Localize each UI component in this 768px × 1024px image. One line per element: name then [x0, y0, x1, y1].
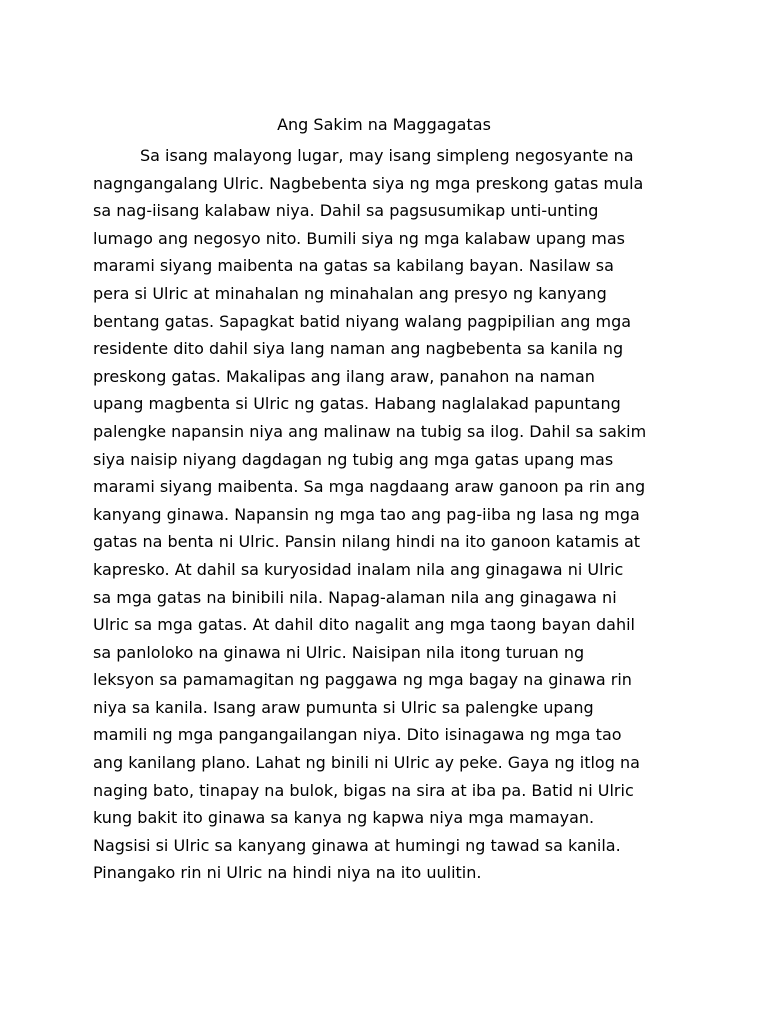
- text-line: residente dito dahil siya lang naman ang nagbebenta sa kanila ng: [93, 339, 624, 359]
- text-line: marami siyang maibenta. Sa mga nagdaang araw ganoon pa rin ang: [93, 477, 646, 497]
- text-line: Sa isang malayong lugar, may isang simpleng negosyante na: [140, 146, 634, 165]
- text-line: preskong gatas. Makalipas ang ilang araw, panahon na naman: [93, 366, 595, 386]
- text-line: kanyang ginawa. Napansin ng mga tao ang pag-iiba ng lasa ng mga: [93, 504, 640, 524]
- document-title: Ang Sakim na Maggagatas: [277, 115, 491, 134]
- text-line: Ulric sa mga gatas. At dahil dito nagalit ang mga taong bayan dahil: [93, 615, 635, 635]
- text-line: sa nag-iisang kalabaw niya. Dahil sa pagsusumikap unti-unting: [93, 201, 599, 221]
- text-line: sa mga gatas na binibili nila. Napag-alaman nila ang ginagawa ni: [93, 587, 617, 607]
- text-line: lumago ang negosyo nito. Bumili siya ng mga kalabaw upang mas: [93, 228, 626, 248]
- text-line: leksyon sa pamamagitan ng paggawa ng mga bagay na ginawa rin: [93, 670, 632, 690]
- text-line: upang magbenta si Ulric ng gatas. Habang naglalakad papuntang: [93, 394, 621, 414]
- text-line: kung bakit ito ginawa sa kanya ng kapwa niya mga mamayan.: [93, 808, 595, 828]
- text-line: nagngangalang Ulric. Nagbebenta siya ng mga preskong gatas mula: [93, 173, 644, 193]
- text-line: mamili ng mga pangangailangan niya. Dito isinagawa ng mga tao: [93, 725, 622, 745]
- text-line: gatas na benta ni Ulric. Pansin nilang hindi na ito ganoon katamis at: [93, 532, 641, 552]
- text-line: Pinangako rin ni Ulric na hindi niya na ito uulitin.: [93, 863, 482, 883]
- text-line: ang kanilang plano. Lahat ng binili ni Ulric ay peke. Gaya ng itlog na: [93, 753, 640, 773]
- text-line: marami siyang maibenta na gatas sa kabilang bayan. Nasilaw sa: [93, 256, 614, 276]
- text-line: siya naisip niyang dagdagan ng tubig ang mga gatas upang mas: [93, 449, 614, 469]
- text-line: pera si Ulric at minahalan ng minahalan ang presyo ng kanyang: [93, 283, 607, 303]
- text-line: Nagsisi si Ulric sa kanyang ginawa at humingi ng tawad sa kanila.: [93, 835, 621, 855]
- text-line: bentang gatas. Sapagkat batid niyang walang pagpipilian ang mga: [93, 311, 632, 331]
- document-body: [93, 142, 693, 887]
- text-line: palengke napansin niya ang malinaw na tubig sa ilog. Dahil sa sakim: [93, 421, 647, 441]
- text-line: kapresko. At dahil sa kuryosidad inalam nila ang ginagawa ni Ulric: [93, 559, 624, 579]
- text-line: niya sa kanila. Isang araw pumunta si Ulric sa palengke upang: [93, 697, 594, 717]
- text-line: sa panloloko na ginawa ni Ulric. Naisipan nila itong turuan ng: [93, 642, 585, 662]
- text-line: naging bato, tinapay na bulok, bigas na sira at iba pa. Batid ni Ulric: [93, 780, 634, 800]
